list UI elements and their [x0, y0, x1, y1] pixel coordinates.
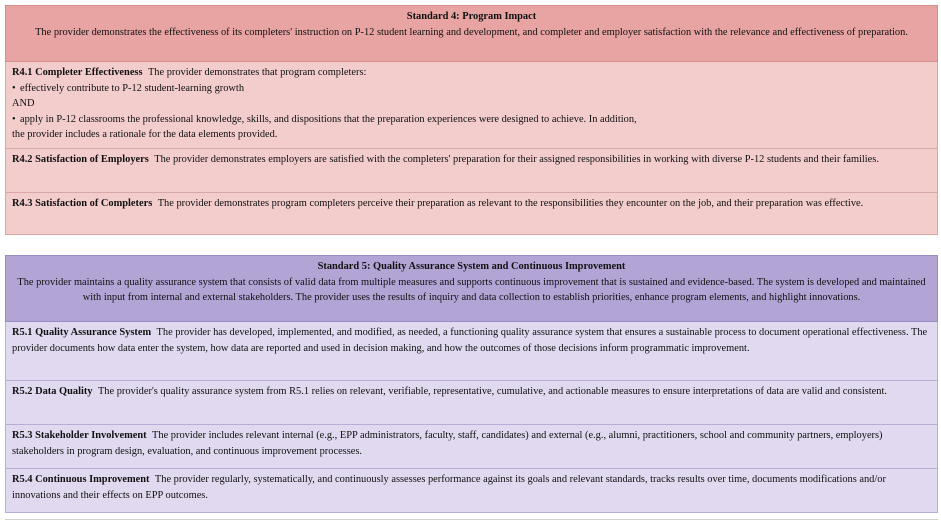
- r4-3-text: The provider demonstrates program completers perceive their preparation as relevant to the responsibilities they encounter on the job, and their preparation was effective.: [157, 198, 864, 209]
- r4-1-bullet-2-text: apply in P-12 classrooms the professional knowledge, skills, and dispositions that the preparation experiences were designed to achieve. In addition,: [20, 113, 637, 125]
- r5-4-text: The provider regularly, systematically, and continuously assesses performance against its goals and relevant standards, tracks results over time, documents modifications and/or innovations and their effects on EPP outcomes.: [12, 474, 886, 501]
- standard-5-title: Standard 5: Quality Assurance System and Continuous Improvement: [317, 261, 626, 272]
- r4-1-row: [5, 62, 938, 149]
- r4-2-row: [5, 149, 938, 193]
- r4-1-label: R4.1 Completer Effectiveness: [12, 67, 143, 78]
- r5-1-text: The provider has developed, implemented, and modified, as needed, a functioning quality assurance system that ensures a sustainable process to document operational effectiveness. The provider documents how data enter the system, how data are reported and used in decision making, and how the outcomes of those decisions inform programmatic improvement.: [12, 327, 928, 354]
- r4-3-label: R4.3 Satisfaction of Completers: [12, 198, 153, 209]
- r4-2-label: R4.2 Satisfaction of Employers: [12, 154, 149, 165]
- r4-2-text: The provider demonstrates employers are satisfied with the completers' preparation for their assigned responsibilities in working with diverse P-12 students and their families.: [154, 154, 879, 165]
- r5-4-row: [5, 469, 938, 513]
- r5-3-text: The provider includes relevant internal (e.g., EPP administrators, faculty, staff, candidates) and external (e.g., alumni, practitioners, school and community partners, employers) stakeholders in program design, evaluation, and continuous improvement processes.: [12, 430, 883, 457]
- r4-1-bullet-1-text: effectively contribute to P-12 student-learning growth: [20, 82, 245, 94]
- r4-1-bullet-2: • apply in P-12 classrooms the professional knowledge, skills, and dispositions that the preparation experiences were designed to achieve. In addition,: [12, 113, 637, 125]
- standard-5-header: [5, 255, 938, 322]
- r5-2-text: The provider's quality assurance system from R5.1 relies on relevant, verifiable, representative, cumulative, and actionable measures to ensure interpretations of data are valid and consistent.: [97, 386, 887, 397]
- standard-4-title: Standard 4: Program Impact: [406, 11, 537, 22]
- standard-4-table: [5, 5, 938, 235]
- r5-2-row: [5, 381, 938, 425]
- r4-3-row: [5, 193, 938, 235]
- r5-1-label: R5.1 Quality Assurance System: [12, 327, 152, 338]
- r5-1-row: [5, 322, 938, 381]
- r5-3-label: R5.3 Stakeholder Involvement: [12, 430, 147, 441]
- r4-1-bullet-1: • effectively contribute to P-12 student-learning growth: [12, 82, 245, 94]
- r4-1-closing: the provider includes a rationale for the data elements provided.: [12, 129, 278, 140]
- standard-4-description: The provider demonstrates the effectiveness of its completers' instruction on P-12 student learning and development, and completer and employer satisfaction with the relevance and effectiveness of preparation.: [35, 26, 908, 38]
- standard-5-description: The provider maintains a quality assurance system that consists of valid data from multiple measures and supports continuous improvement that is sustained and evidence-based. The system is developed and maintained with input from internal and external stakeholders. The provider uses the results of inquiry and data collection to establish priorities, enhance program elements, and highlight innovations.: [17, 276, 926, 303]
- r5-3-row: [5, 425, 938, 469]
- r4-1-intro: The provider demonstrates that program completers:: [147, 67, 367, 78]
- r5-2-label: R5.2 Data Quality: [12, 386, 93, 397]
- r5-4-label: R5.4 Continuous Improvement: [12, 474, 150, 485]
- bottom-divider: [5, 519, 938, 520]
- standard-4-header: [5, 5, 938, 62]
- standard-5-table: [5, 255, 938, 513]
- r4-1-conjunction: AND: [12, 98, 35, 109]
